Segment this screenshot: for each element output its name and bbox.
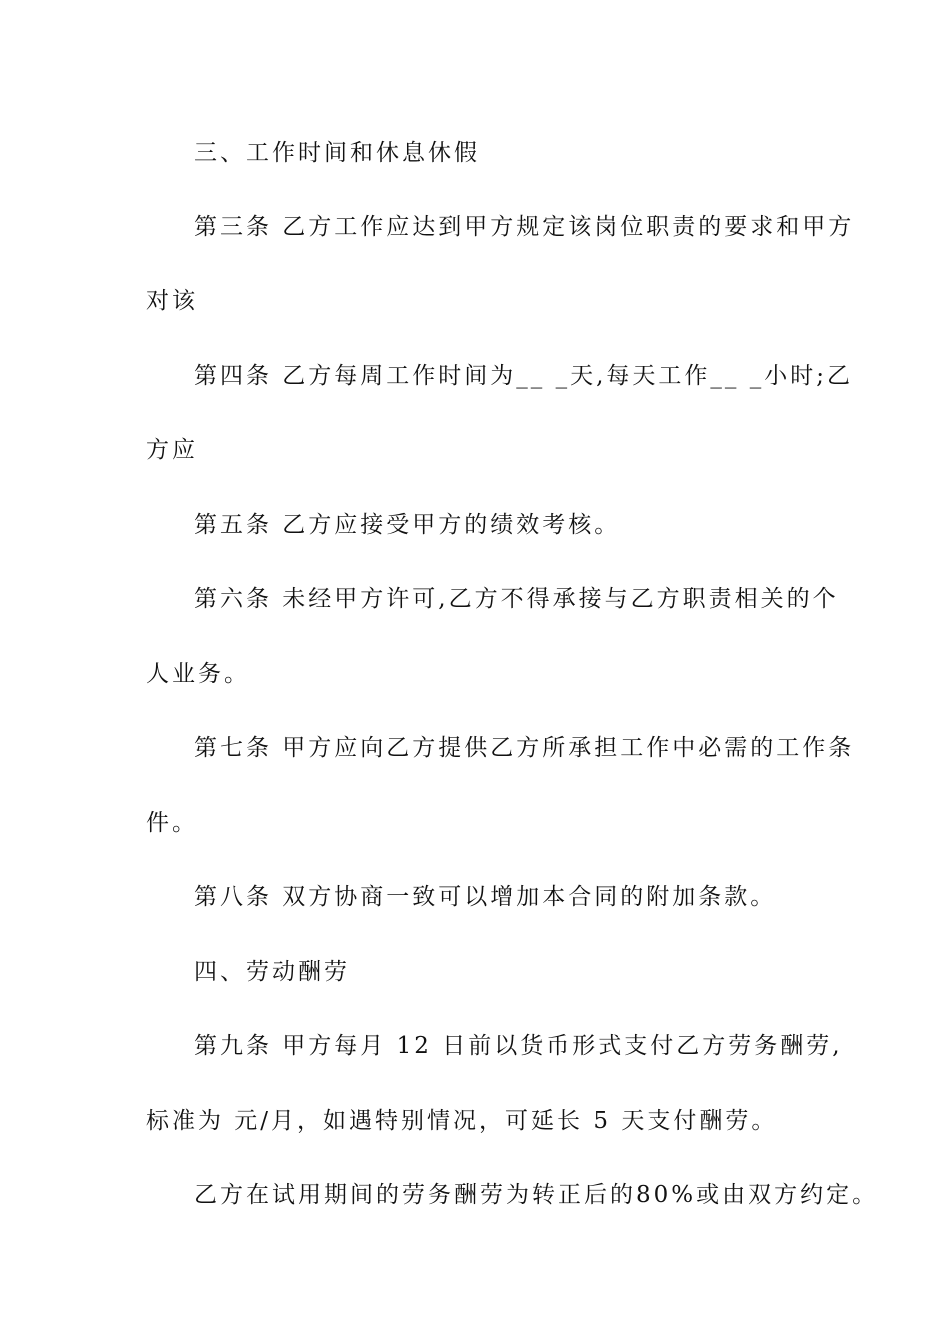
article-9-line-2: 标准为 元/月，如遇特别情况，可延长 5 天支付酬劳。	[146, 1108, 778, 1134]
article-7-line-1: 第七条 甲方应向乙方提供乙方所承担工作中必需的工作条	[194, 735, 855, 761]
article-5: 第五条 乙方应接受甲方的绩效考核。	[194, 512, 621, 538]
probation-pay-clause: 乙方在试用期间的劳务酬劳为转正后的80%或由双方约定。	[194, 1182, 879, 1208]
section-heading-work-time: 三、工作时间和休息休假	[194, 140, 480, 166]
article-8: 第八条 双方协商一致可以增加本合同的附加条款。	[194, 884, 777, 910]
article-4-line-2: 方应	[146, 437, 198, 463]
article-7-line-2: 件。	[146, 810, 198, 836]
article-4-line-1: 第四条 乙方每周工作时间为__ _天,每天工作__ _小时;乙	[194, 363, 853, 389]
article-6-line-2: 人业务。	[146, 661, 250, 687]
article-3-line-1: 第三条 乙方工作应达到甲方规定该岗位职责的要求和甲方	[194, 214, 855, 240]
article-6-line-1: 第六条 未经甲方许可,乙方不得承接与乙方职责相关的个	[194, 586, 839, 612]
article-9-line-1: 第九条 甲方每月 12 日前以货币形式支付乙方劳务酬劳,	[194, 1033, 843, 1059]
section-heading-remuneration: 四、劳动酬劳	[194, 959, 350, 985]
article-3-line-2: 对该	[146, 288, 198, 314]
